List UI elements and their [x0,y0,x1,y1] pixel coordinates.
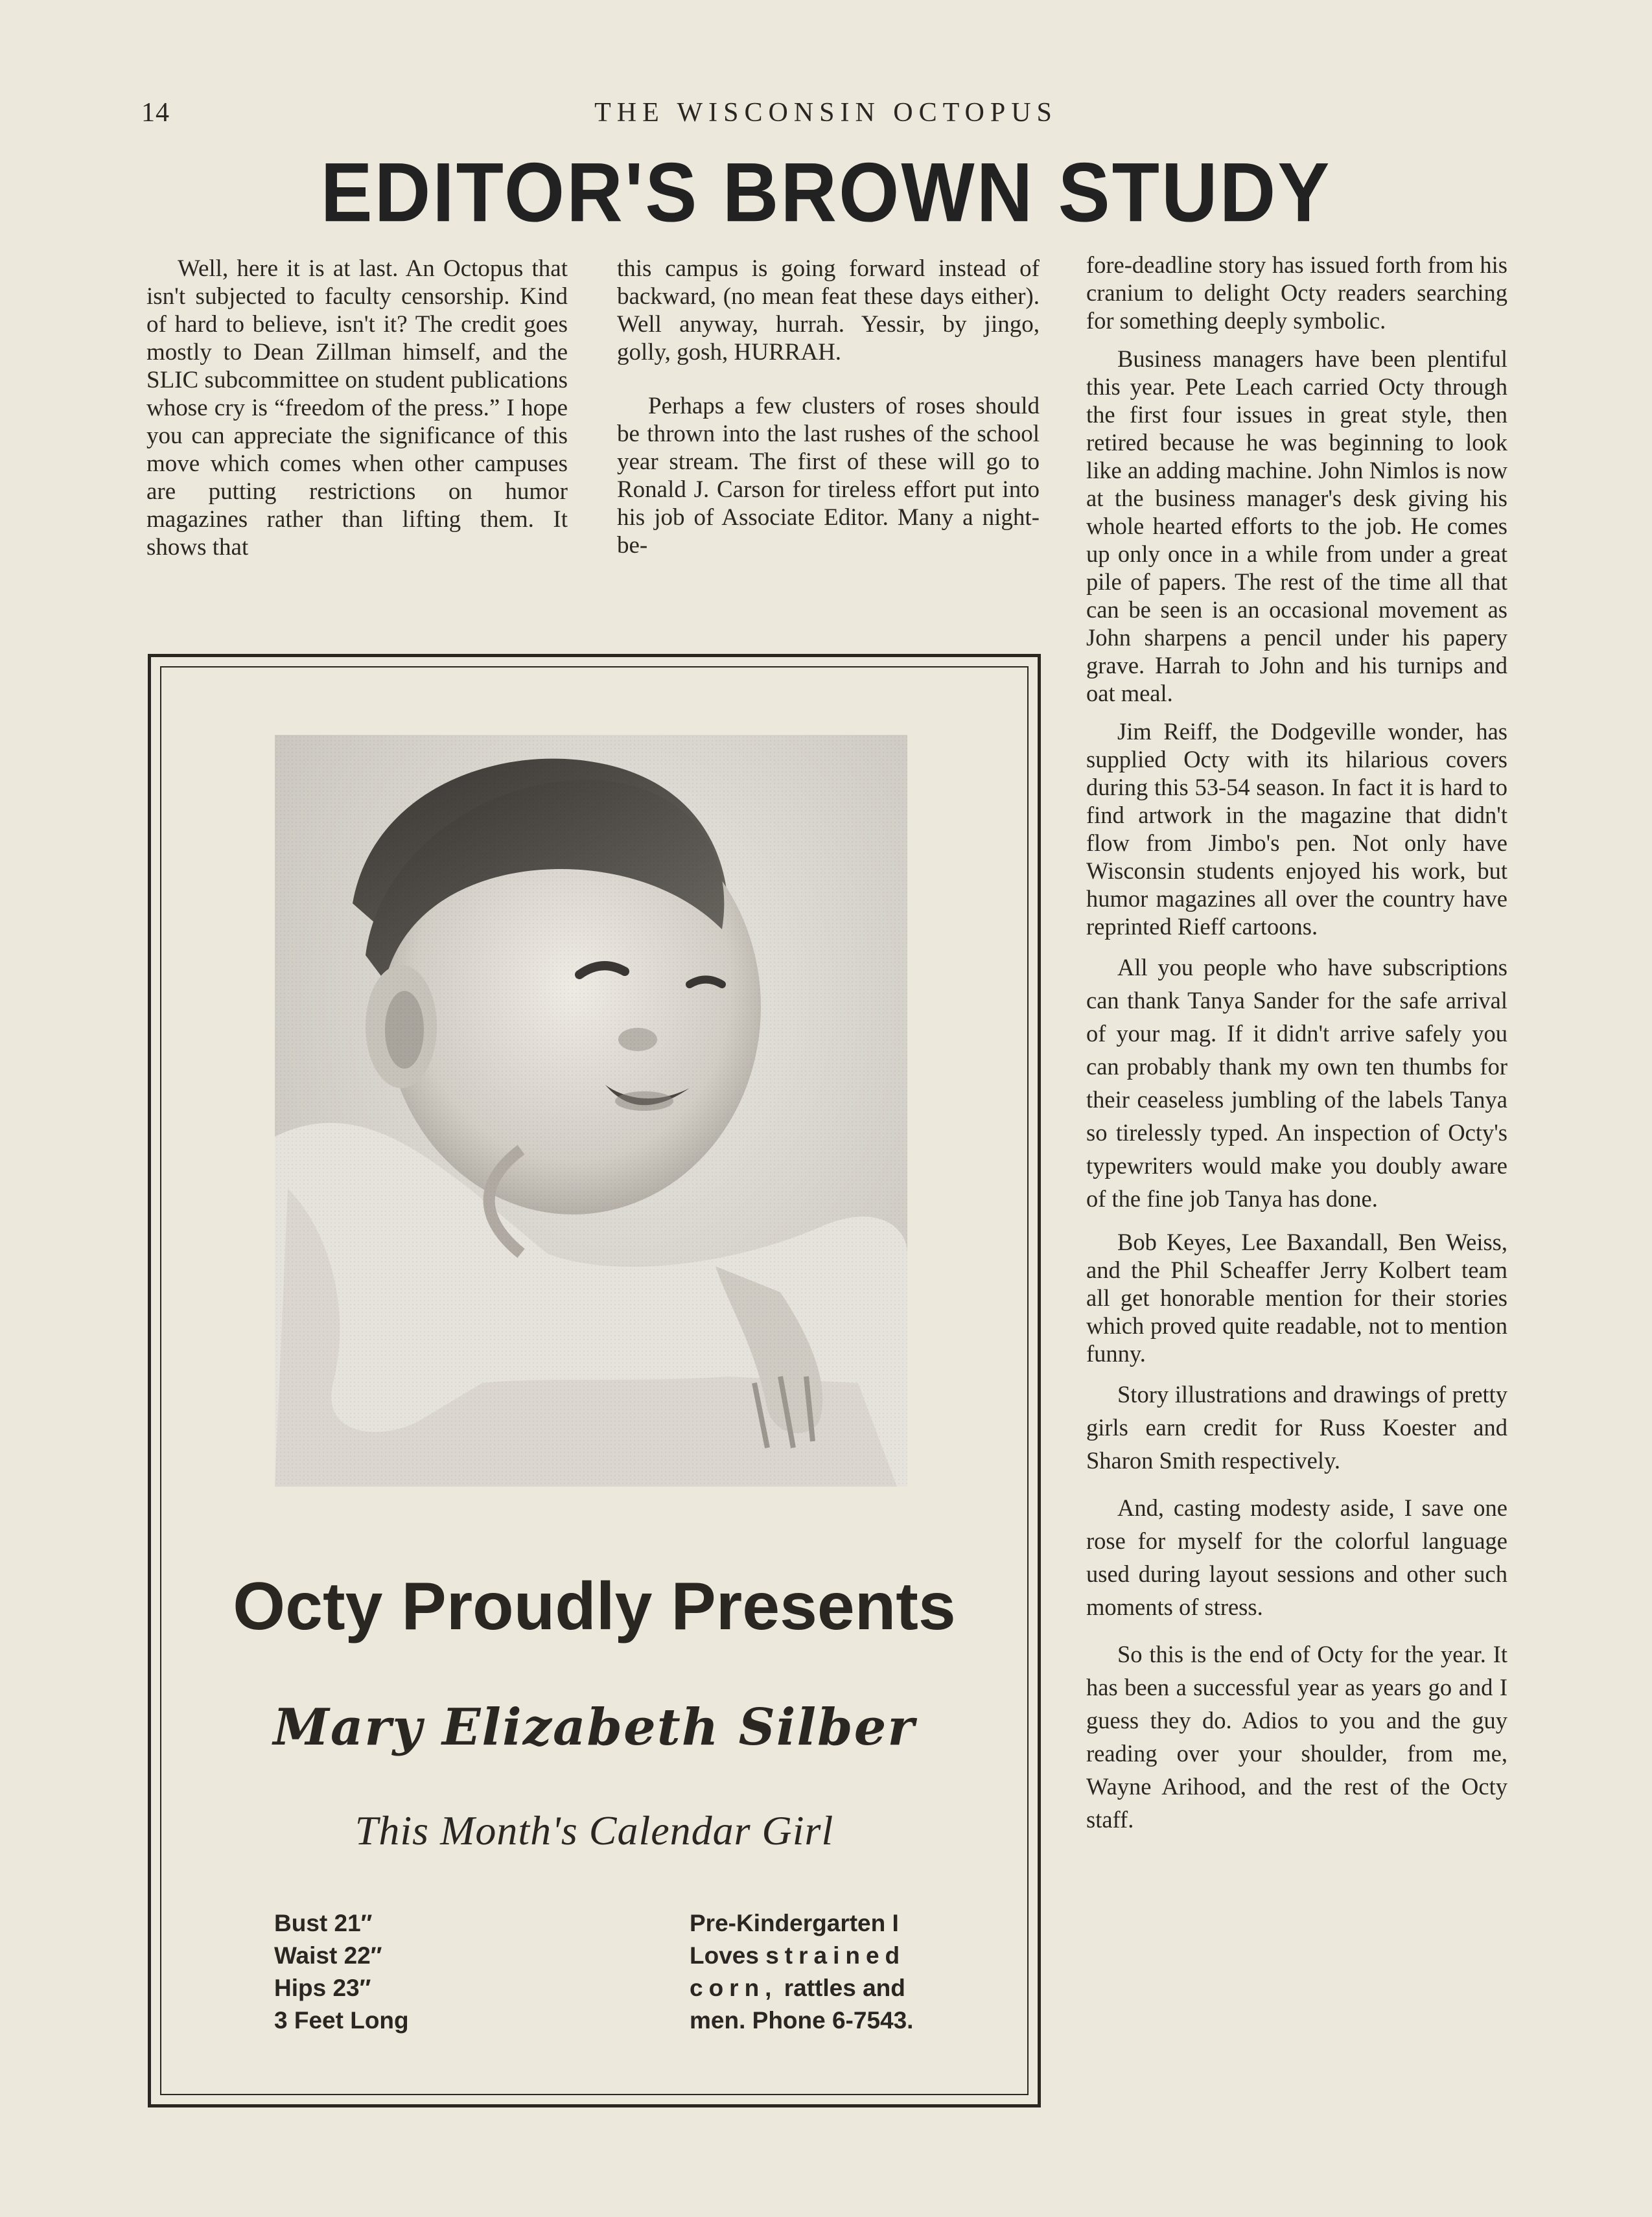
baby-photo [275,735,907,1487]
paragraph: Perhaps a few clusters of roses should be thrown into the last rushes of the school year stream. The first of these will go to Ronald J. Carson for tireless effort put into his job of Associate Editor. Many a night-be- [617,393,1040,559]
bio-line: Pre-Kindergarten I [690,1910,899,1936]
bio-line: men. Phone 6-7543. [690,2007,914,2034]
bio-word: Loves [690,1942,759,1969]
stat-line: Waist 22″ [274,1942,382,1969]
article-column-2 [617,255,1040,581]
paragraph: this campus is going forward instead of backward, (no mean feat these days either). Well anyway, hurrah. Yessir, by jingo, golly, gosh, HURRAH. [617,255,1040,366]
bio-word: corn, [690,1975,778,2001]
feature-subtitle: This Month's Calendar Girl [355,1807,834,1853]
paragraph: fore-deadline story has issued forth from his cranium to delight Octy readers searching for something deeply symbolic. [1086,251,1507,334]
paragraph: Story illustrations and drawings of pretty girls earn credit for Russ Koester and Sharon Smith respectively. [1086,1381,1507,1474]
bio-line [690,1940,923,1972]
bio-line [690,1972,923,2004]
running-head: THE WISCONSIN OCTOPUS [594,98,1058,128]
bio-block [690,1907,923,2037]
paragraph: And, casting modesty aside, I save one rose for myself for the colorful language used during layout sessions and other such moments of stress. [1086,1494,1507,1620]
paragraph: Jim Reiff, the Dodgeville wonder, has supplied Octy with its hilarious covers during this 53-54 season. In fact it is hard to find artwork in the magazine that didn't flow from Jimbo's pen. Not only have Wisconsin students enjoyed his work, but humor magazines all over the country have reprinted Rieff cartoons. [1086,718,1507,940]
bio-word: rattles and [784,1975,905,2001]
paragraph: Bob Keyes, Lee Baxandall, Ben Weiss, and the Phil Scheaffer Jerry Kolbert team all get honorable mention for their stories which proved quite readable, not to mention funny. [1086,1229,1507,1367]
feature-title: Octy Proudly Presents [233,1569,956,1644]
paragraph: So this is the end of Octy for the year. It has been a successful year as years go and I guess they do. Adios to you and the guy reading over your shoulder, from me, Wayne Arihood, and the rest of the Octy staff. [1086,1641,1507,1833]
paragraph: Business managers have been plentiful this year. Pete Leach carried Octy through the first four issues in great style, then retired because he was beginning to look like an adding machine. John Nimlos is now at the business manager's desk giving his whole hearted efforts to the job. He comes up only once in a while from under a great pile of papers. The rest of the time all that can be seen is an occasional movement as John sharpens a pencil under his papery grave. Harrah to John and his turnips and oat meal. [1086,345,1507,706]
calendar-girl-name: Mary Elizabeth Silber [273,1698,916,1757]
stat-line: 3 Feet Long [274,2007,409,2034]
page-number: 14 [141,98,170,128]
paragraph: All you people who have subscriptions can thank Tanya Sander for the safe arrival of your mag. If it didn't arrive safely you can probably thank my own ten thumbs for their ceaseless jumbling of the labels Tanya so tirelessly typed. An inspection of Octy's typewriters would make you doubly aware of the fine job Tanya has done. [1086,954,1507,1212]
stat-line: Hips 23″ [274,1975,371,2001]
bio-word: strained [765,1942,906,1969]
measurements-list [274,1907,409,2037]
paragraph: Well, here it is at last. An Octopus that isn't subjected to faculty censorship. Kind of hard to believe, isn't it? The credit goes mostly to Dean Zillman himself, and the SLIC subcommittee on student publications whose cry is “freedom of the press.” I hope you can appreciate the significance of this move which comes when other campuses are putting restrictions on humor magazines rather than lifting them. It shows that [146,255,568,561]
article-column-1 [146,255,568,583]
article-column-3 [1086,251,1507,1849]
stat-line: Bust 21″ [274,1910,373,1936]
page-title: EDITOR'S BROWN STUDY [320,145,1332,240]
